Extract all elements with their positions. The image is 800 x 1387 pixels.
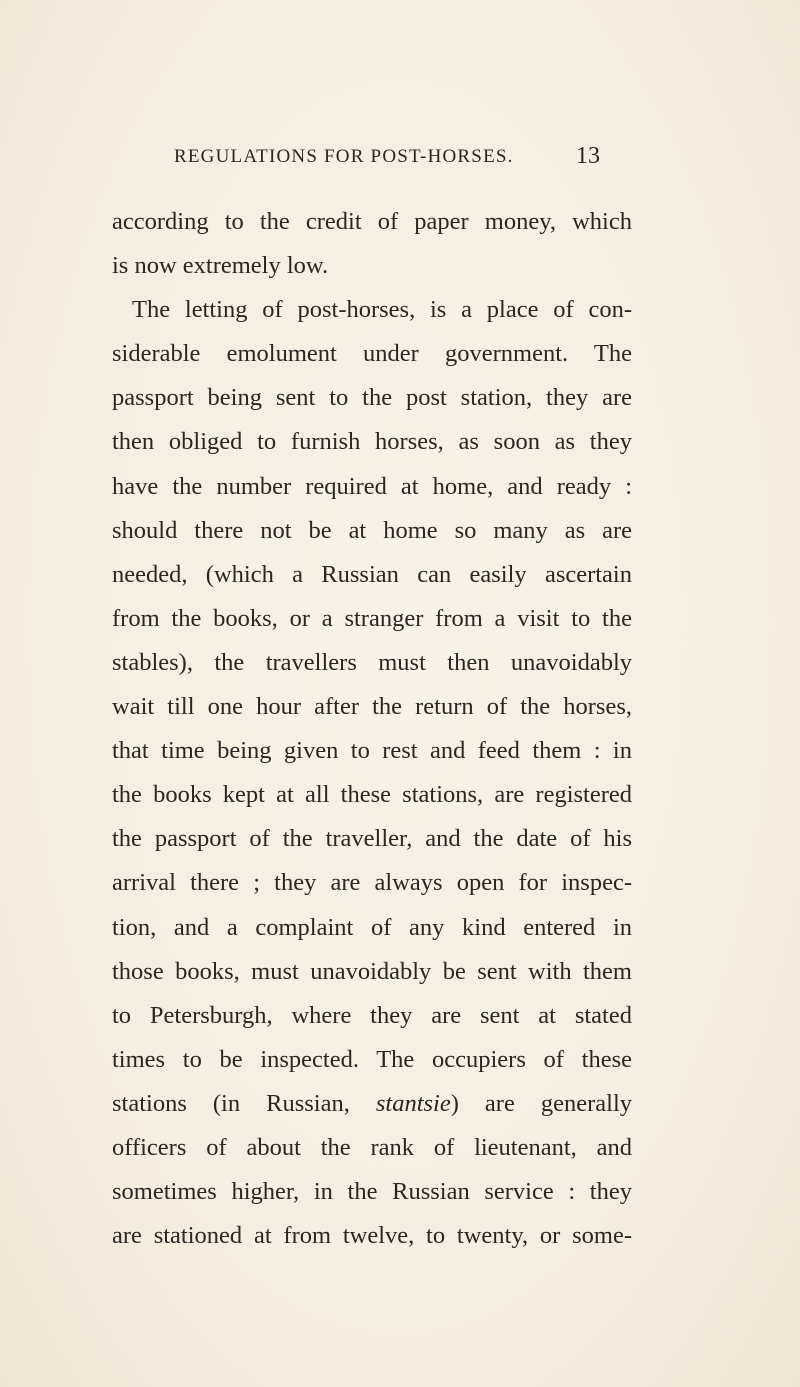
text-line: tion, and a complaint of any kind entered in bbox=[112, 913, 632, 941]
text-line: passport being sent to the post station, they are bbox=[112, 384, 632, 412]
text-fragment: stations (in Russian, bbox=[112, 1089, 350, 1117]
text-line: the books kept at all these stations, are registered bbox=[112, 781, 632, 809]
text-line: to Petersburgh, where they are sent at stated bbox=[112, 1001, 632, 1029]
italic-term: stantsie bbox=[375, 1089, 451, 1117]
text-line: have the number required at home, and ready : bbox=[112, 472, 632, 500]
text-line: the passport of the traveller, and the date of his bbox=[112, 825, 632, 853]
text-line: that time being given to rest and feed them : in bbox=[112, 737, 632, 765]
text-line: according to the credit of paper money, which bbox=[112, 208, 632, 235]
text-line: times to be inspected. The occupiers of these bbox=[112, 1045, 632, 1073]
text-line: arrival there ; they are always open for inspec- bbox=[112, 869, 632, 897]
text-line: wait till one hour after the return of the horses, bbox=[112, 693, 632, 721]
text-line: needed, (which a Russian can easily ascertain bbox=[112, 560, 632, 588]
text-line: sometimes higher, in the Russian service : they bbox=[112, 1178, 632, 1206]
text-line: siderable emolument under government. The bbox=[112, 340, 632, 368]
text-line: are stationed at from twelve, to twenty, or some- bbox=[112, 1222, 632, 1250]
body-text bbox=[112, 200, 632, 1258]
text-line: those books, must unavoidably be sent with them bbox=[112, 957, 632, 985]
page-number: 13 bbox=[576, 143, 600, 169]
text-line: from the books, or a stranger from a visit to the bbox=[112, 604, 632, 632]
text-line-with-italic bbox=[112, 1082, 632, 1126]
text-line: stables), the travellers must then unavoidably bbox=[112, 648, 632, 676]
text-line: is now extremely low. bbox=[112, 252, 329, 280]
text-line: then obliged to furnish horses, as soon as they bbox=[112, 428, 632, 456]
running-head: REGULATIONS FOR POST-HORSES. bbox=[174, 146, 514, 167]
text-fragment: ) are generally bbox=[450, 1089, 633, 1117]
page-header bbox=[0, 143, 800, 176]
text-line: The letting of post-horses, is a place of con- bbox=[132, 296, 632, 324]
text-line: should there not be at home so many as are bbox=[112, 516, 632, 544]
text-line: officers of about the rank of lieutenant, and bbox=[112, 1133, 632, 1161]
